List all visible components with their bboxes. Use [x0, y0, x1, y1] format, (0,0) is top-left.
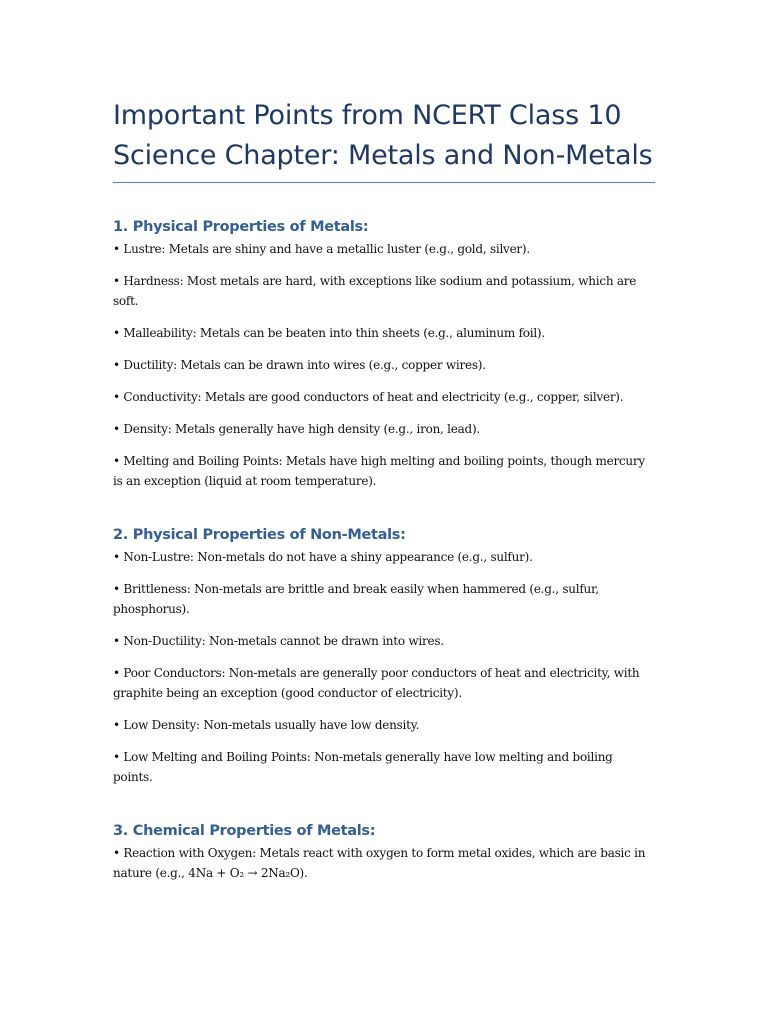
section-heading: 1. Physical Properties of Metals: — [113, 219, 369, 235]
section-chemical-metals — [113, 821, 655, 883]
points-list — [113, 239, 655, 491]
section-physical-non-metals — [113, 525, 655, 787]
points-list — [113, 843, 655, 883]
document-title: Important Points from NCERT Class 10 Science Chapter: Metals and Non-Metals — [113, 100, 653, 171]
list-item: • Poor Conductors: Non-metals are generally poor conductors of heat and electricity, with graphite being an exception (good conductor of electricity). — [113, 666, 640, 700]
list-item: • Reaction with Oxygen: Metals react with oxygen to form metal oxides, which are basic in nature (e.g., 4Na + O₂ → 2Na₂O). — [113, 846, 646, 880]
list-item: • Malleability: Metals can be beaten into thin sheets (e.g., aluminum foil). — [113, 326, 545, 340]
section-heading: 2. Physical Properties of Non-Metals: — [113, 527, 406, 543]
list-item: • Conductivity: Metals are good conductors of heat and electricity (e.g., copper, silver). — [113, 390, 624, 404]
list-item: • Melting and Boiling Points: Metals have high melting and boiling points, though mercury is an exception (liquid at room temperature). — [113, 454, 645, 488]
section-physical-metals — [113, 217, 655, 491]
list-item: • Lustre: Metals are shiny and have a metallic luster (e.g., gold, silver). — [113, 242, 530, 256]
title-divider — [113, 182, 655, 183]
list-item: • Low Density: Non-metals usually have low density. — [113, 718, 420, 732]
list-item: • Brittleness: Non-metals are brittle and break easily when hammered (e.g., sulfur, phosphorus). — [113, 582, 599, 616]
list-item: • Non-Lustre: Non-metals do not have a shiny appearance (e.g., sulfur). — [113, 550, 533, 564]
document-page — [113, 96, 655, 895]
list-item: • Hardness: Most metals are hard, with exceptions like sodium and potassium, which are soft. — [113, 274, 637, 308]
list-item: • Ductility: Metals can be drawn into wires (e.g., copper wires). — [113, 358, 486, 372]
list-item: • Non-Ductility: Non-metals cannot be drawn into wires. — [113, 634, 444, 648]
list-item: • Low Melting and Boiling Points: Non-metals generally have low melting and boiling points. — [113, 750, 613, 784]
list-item: • Density: Metals generally have high density (e.g., iron, lead). — [113, 422, 480, 436]
points-list — [113, 547, 655, 787]
section-heading: 3. Chemical Properties of Metals: — [113, 823, 376, 839]
